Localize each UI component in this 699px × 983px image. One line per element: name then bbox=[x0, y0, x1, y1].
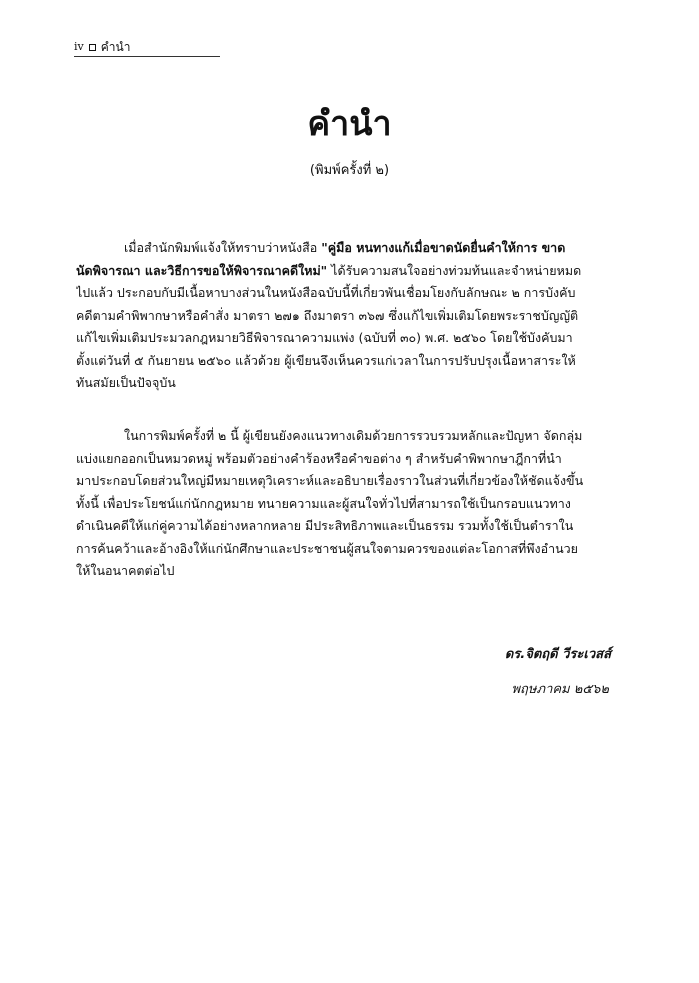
paragraph-line: ตั้งแต่วันที่ ๕ กันยายน ๒๕๖๐ แล้วด้วย ผู้เขียนจึงเห็นควรแก่เวลาในการปรับปรุงเนื้อหาสาระให้ bbox=[76, 352, 576, 368]
signature-date: พฤษภาคม ๒๕๖๒ bbox=[511, 682, 609, 697]
paragraph-line: ในการพิมพ์ครั้งที่ ๒ นี้ ผู้เขียนยังคงแนวทางเดิมด้วยการรวบรวมหลักและปัญหา จัดกลุ่ม bbox=[124, 428, 583, 443]
paragraph-line: แก้ไขเพิ่มเติมประมวลกฎหมายวิธีพิจารณาความแพ่ง (ฉบับที่ ๓๐) พ.ศ. ๒๕๖๐ โดยใช้บังคับมา bbox=[76, 330, 573, 345]
paragraph-line: มาประกอบโดยส่วนใหญ่มีหมายเหตุวิเคราะห์และอธิบายเรื่องราวในส่วนที่เกี่ยวข้องให้ชัดแจ้งขึ้น bbox=[76, 473, 584, 488]
paragraph-line: ไปแล้ว ประกอบกับมีเนื้อหาบางส่วนในหนังสือฉบับนี้ที่เกี่ยวพันเชื่อมโยงกับลักษณะ ๒ การบังคับ bbox=[76, 285, 576, 300]
paragraph-line: แบ่งแยกออกเป็นหมวดหมู่ พร้อมตัวอย่างคำร้องหรือคำขอต่าง ๆ สำหรับคำพิพากษาฎีกาที่นำ bbox=[76, 450, 562, 466]
header-section-title: คำนำ bbox=[100, 40, 131, 54]
running-header bbox=[74, 38, 220, 57]
paragraph-line: ดำเนินคดีให้แก่คู่ความได้อย่างหลากหลาย มีประสิทธิภาพและเป็นธรรม รวมทั้งใช้เป็นตำราใน bbox=[76, 518, 574, 533]
paragraph-line: นัดพิจารณา และวิธีการขอให้พิจารณาคดีใหม่" ได้รับความสนใจอย่างท่วมท้นและจำหน่ายหมด bbox=[76, 262, 582, 278]
author-signature: ดร.จิตฤดี วีระเวสส์ bbox=[504, 647, 611, 662]
square-bullet-icon bbox=[89, 44, 96, 51]
page-title: คำนำ bbox=[307, 104, 392, 144]
paragraph-line: เมื่อสำนักพิมพ์แจ้งให้ทราบว่าหนังสือ "คู่มือ หนทางแก้เมื่อขาดนัดยื่นคำให้การ ขาด bbox=[124, 240, 566, 255]
page-number: iv bbox=[74, 40, 84, 53]
paragraph-line: ทันสมัยเป็นปัจจุบัน bbox=[76, 375, 176, 390]
preface-paragraph-1 bbox=[76, 237, 624, 395]
preface-paragraph-2 bbox=[76, 425, 624, 583]
paragraph-line: การค้นคว้าและอ้างอิงให้แก่นักศึกษาและประชาชนผู้สนใจตามควรของแต่ละโอกาสที่พึงอำนวย bbox=[76, 540, 578, 556]
edition-subtitle: (พิมพ์ครั้งที่ ๒) bbox=[309, 163, 390, 178]
paragraph-line: คดีตามคำพิพากษาหรือคำสั่ง มาตรา ๒๗๑ ถึงมาตรา ๓๖๗ ซึ่งแก้ไขเพิ่มเติมโดยพระราชบัญญัติ bbox=[76, 307, 579, 323]
paragraph-line: ให้ในอนาคตต่อไป bbox=[76, 563, 175, 578]
paragraph-line: ทั้งนี้ เพื่อประโยชน์แก่นักกฎหมาย ทนายความและผู้สนใจทั่วไปที่สามารถใช้เป็นกรอบแนวทาง bbox=[76, 495, 571, 511]
